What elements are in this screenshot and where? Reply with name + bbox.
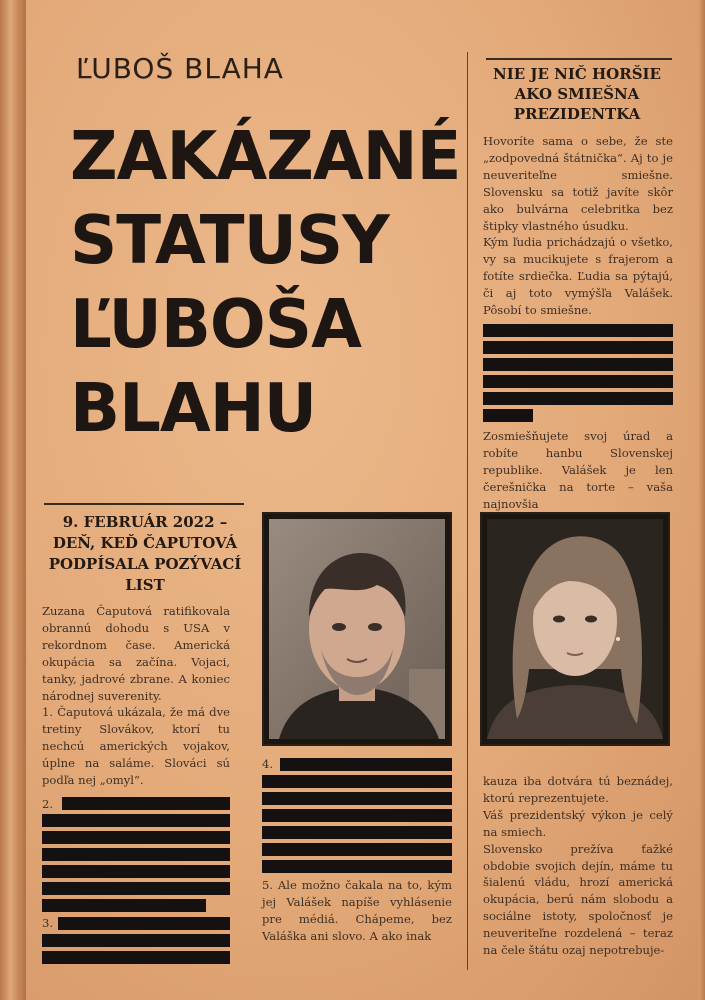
paragraph: 1. Čaputová ukázala, že má dve tretiny Slovákov, ktorí tu nechcú amerických vojakov, úplne na saláme. Slováci sú podľa nej „omyl“. — [42, 705, 230, 788]
author-name: ĽUBOŠ BLAHA — [76, 52, 284, 85]
paragraph: 5. Ale možno čakala na to, kým jej Valášek napíše vyhlásenie pre médiá. Chápeme, bez Valáška ani slovo. A ako inak — [262, 878, 452, 943]
redaction-bar — [42, 882, 230, 895]
title-line: STATUSY — [70, 201, 389, 279]
photo-frame-man — [262, 512, 452, 746]
headline-rule — [44, 503, 244, 505]
redaction-bar — [42, 814, 230, 827]
redaction-bar — [42, 934, 230, 947]
redaction-bar — [58, 917, 230, 930]
redaction-bar — [280, 758, 452, 771]
redaction-bar — [483, 375, 673, 388]
redaction-bar — [42, 899, 206, 912]
redaction-bar — [62, 797, 230, 810]
right-text-bottom — [483, 773, 673, 959]
list-marker: 2. — [42, 797, 54, 811]
column-divider — [467, 52, 468, 970]
portrait-man-image — [269, 519, 445, 739]
left-text — [42, 603, 230, 789]
redaction-bar — [483, 409, 533, 422]
portrait-woman-image — [487, 519, 663, 739]
paragraph: Váš prezidentský výkon je celý na smiech. — [483, 807, 673, 839]
redaction-bar — [42, 951, 230, 964]
middle-text — [262, 877, 452, 945]
redaction-bar — [42, 848, 230, 861]
book-spine — [0, 0, 26, 1000]
title-line: ĽUBOŠA — [70, 285, 361, 363]
paragraph: Zosmiešňujete svoj úrad a robíte hanbu Slovenskej republike. Valášek je len čerešnička na torte – vaša najnovšia — [483, 429, 673, 511]
redaction-bar — [483, 341, 673, 354]
redaction-bar — [483, 358, 673, 371]
paragraph: kauza iba dotvára tú beznádej, ktorú reprezentujete. — [483, 774, 673, 805]
left-headline: 9. FEBRUÁR 2022 – DEŇ, KEĎ ČAPUTOVÁ PODPÍSALA POZÝVACÍ LIST — [48, 513, 242, 594]
page-edge — [699, 0, 705, 1000]
redaction-bar — [262, 792, 452, 805]
photo-frame-woman — [480, 512, 670, 746]
right-text-middle — [483, 428, 673, 513]
list-marker: 3. — [42, 916, 54, 930]
paragraph: Zuzana Čaputová ratifikovala obrannú dohodu s USA v rekordnom čase. Americká okupácia sa začína. Vojaci, tanky, jadrové zbrane. A koniec národnej suverenity. — [42, 604, 230, 703]
redaction-bar — [483, 392, 673, 405]
headline-rule — [486, 58, 672, 60]
right-headline: NIE JE NIČ HORŠIE AKO SMIEŠNA PREZIDENTKA — [492, 65, 661, 123]
redaction-bar — [42, 831, 230, 844]
paragraph: Hovoríte sama o sebe, že ste „zodpovedná štátnička“. Aj to je neuveriteľne smiešne. Slovensku sa totiž javíte skôr ako bulvárna celebritka bez štipky vlastného úsudku. — [483, 134, 673, 233]
book-title — [70, 114, 462, 450]
redaction-bar — [262, 860, 452, 873]
title-line: BLAHU — [70, 369, 317, 447]
redaction-bar — [262, 775, 452, 788]
right-text-top — [483, 133, 673, 319]
list-marker: 4. — [262, 757, 274, 771]
paragraph: Kým ľudia prichádzajú o všetko, vy sa mucikujete s frajerom a fotíte srdiečka. Ľudia sa pýtajú, či aj toto vymýšľa Valášek. Pôsobí to smiešne. — [483, 235, 673, 318]
redaction-bar — [262, 809, 452, 822]
title-line: ZAKÁZANÉ — [70, 117, 461, 195]
redaction-bar — [42, 865, 230, 878]
redaction-bar — [483, 324, 673, 337]
redaction-bar — [262, 843, 452, 856]
paragraph: Slovensko prežíva ťažké obdobie svojich dejín, máme tu šialenú vládu, hrozí americká okupácia, berú nám slobodu a sociálne istoty, spoločnosť je neuveriteľne rozdelená – teraz na čele štátu ozaj nepotrebuje- — [483, 841, 673, 958]
redaction-bar — [262, 826, 452, 839]
